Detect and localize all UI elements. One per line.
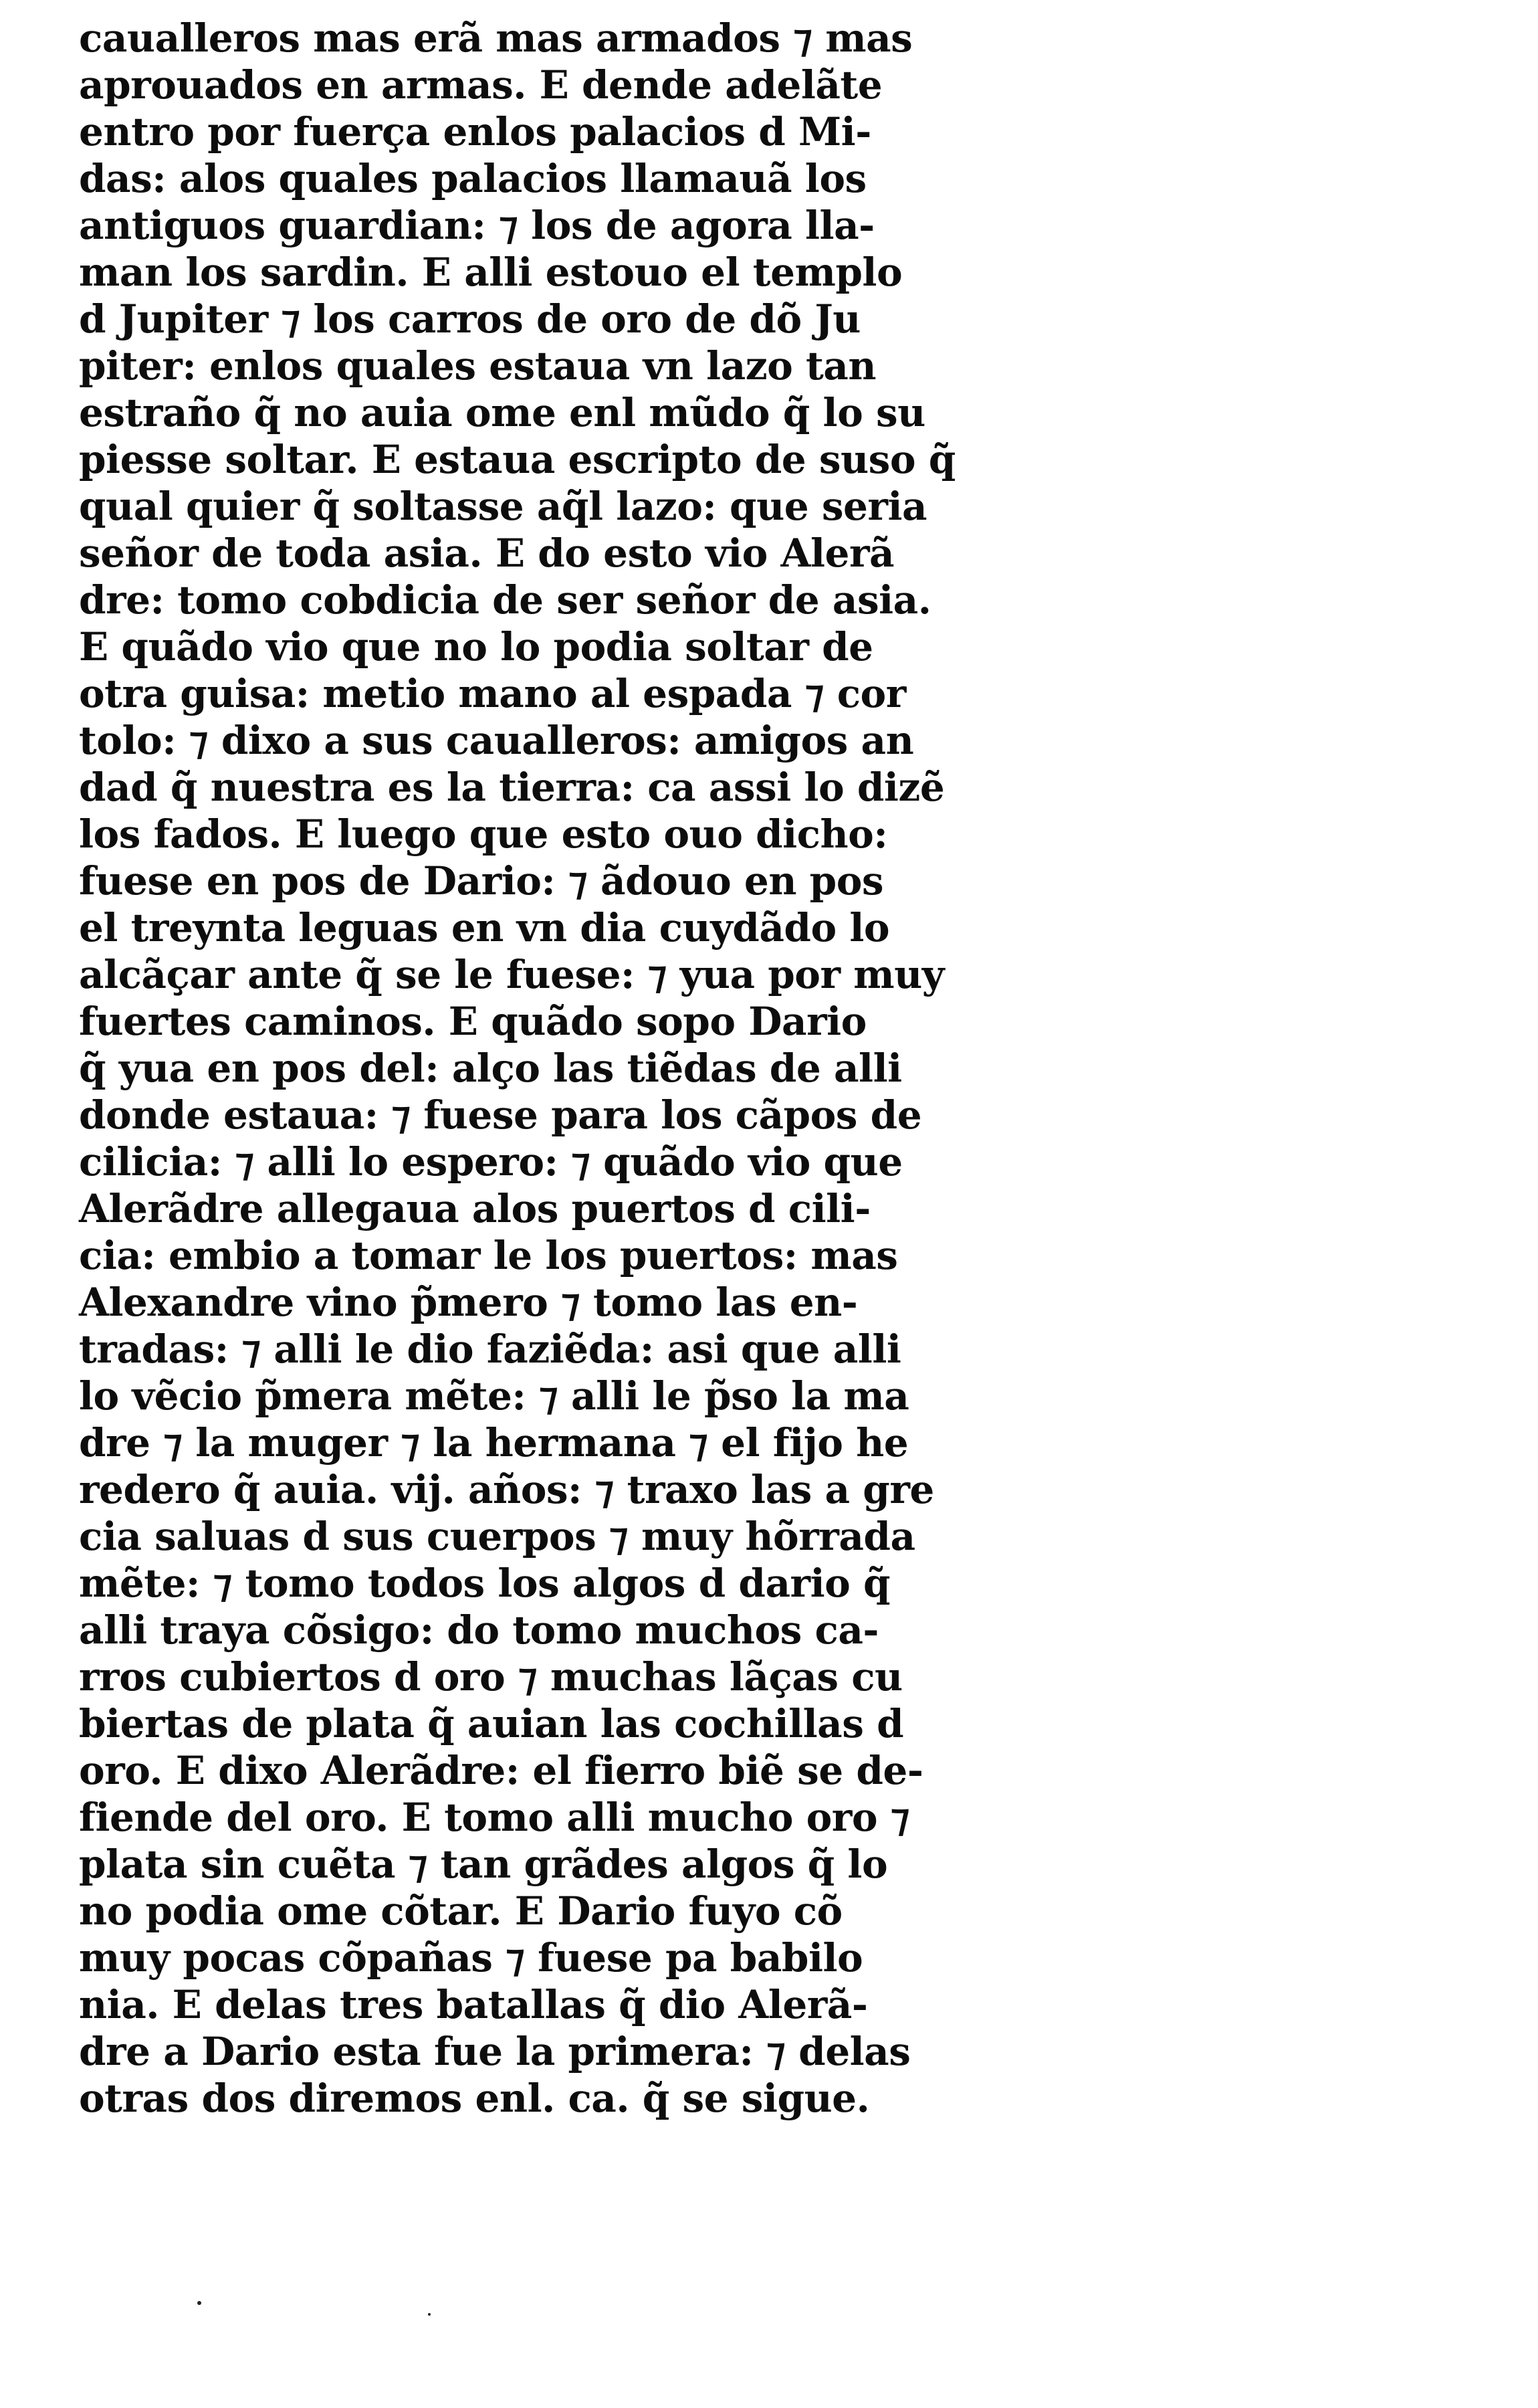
- ink-speck: [197, 2301, 201, 2305]
- text-line: alli traya cõsigo: do tomo muchos ca‐: [79, 1607, 879, 1653]
- text-line: el treynta leguas en vn dia cuydãdo lo: [79, 905, 890, 950]
- text-line: plata sin cuẽta ⁊ tan grãdes algos q̃ lo: [79, 1841, 888, 1887]
- text-line: E quãdo vio que no lo podia soltar de: [79, 624, 873, 670]
- ink-speck: [428, 2313, 431, 2316]
- text-line: dre a Dario esta fue la primera: ⁊ delas: [79, 2029, 911, 2074]
- text-line: qual quier q̃ soltasse aq̃l lazo: que seria: [79, 484, 927, 529]
- text-line: Alerãdre allegaua alos puertos d cili‐: [79, 1186, 871, 1231]
- text-line: cilicia: ⁊ alli lo espero: ⁊ quãdo vio que: [79, 1139, 903, 1185]
- text-line: oro. E dixo Alerãdre: el fierro biẽ se de‐: [79, 1748, 923, 1793]
- text-line: piter: enlos quales estaua vn lazo tan: [79, 343, 877, 389]
- text-line: fuertes caminos. E quãdo sopo Dario: [79, 999, 867, 1044]
- text-line: aprouados en armas. E dende adelãte: [79, 62, 883, 108]
- text-line: no podia ome cõtar. E Dario fuyo cõ: [79, 1888, 843, 1934]
- text-line: fiende del oro. E tomo alli mucho oro ⁊: [79, 1795, 910, 1840]
- text-line: piesse soltar. E estaua escripto de suso q̃: [79, 437, 956, 482]
- text-line: estraño q̃ no auia ome enl mũdo q̃ lo su: [79, 390, 925, 435]
- text-line: otras dos diremos enl. ca. q̃ se sigue.: [79, 2076, 870, 2121]
- text-line: entro por fuerça enlos palacios d Mi‐: [79, 109, 871, 155]
- text-line: dre: tomo cobdicia de ser señor de asia.: [79, 577, 931, 623]
- text-column: [79, 15, 956, 2122]
- text-line: tolo: ⁊ dixo a sus caualleros: amigos an: [79, 718, 914, 763]
- text-line: man los sardin. E alli estouo el templo: [79, 249, 903, 295]
- text-line: señor de toda asia. E do esto vio Alerã: [79, 530, 895, 576]
- text-line: donde estaua: ⁊ fuese para los cãpos de: [79, 1092, 922, 1138]
- text-line: alcãçar ante q̃ se le fuese: ⁊ yua por muy: [79, 952, 944, 997]
- text-line: los fados. E luego que esto ouo dicho:: [79, 811, 888, 857]
- text-line: das: alos quales palacios llamauã los: [79, 156, 867, 201]
- text-line: cia: embio a tomar le los puertos: mas: [79, 1233, 898, 1278]
- text-line: dre ⁊ la muger ⁊ la hermana ⁊ el fijo he: [79, 1420, 909, 1466]
- text-line: rros cubiertos d oro ⁊ muchas lãças cu: [79, 1654, 903, 1700]
- text-line: antiguos guardian: ⁊ los de agora lla‐: [79, 203, 875, 248]
- text-line: dad q̃ nuestra es la tierra: ca assi lo dizẽ: [79, 765, 945, 810]
- text-line: redero q̃ auia. vij. años: ⁊ traxo las a gre: [79, 1467, 934, 1512]
- text-line: Alexandre vino p̃mero ⁊ tomo las en‐: [79, 1280, 858, 1325]
- text-line: fuese en pos de Dario: ⁊ ãdouo en pos: [79, 858, 884, 904]
- text-line: muy pocas cõpañas ⁊ fuese pa babilo: [79, 1935, 863, 1981]
- text-line: otra guisa: metio mano al espada ⁊ cor: [79, 671, 906, 716]
- text-line: lo vẽcio p̃mera mẽte: ⁊ alli le p̃so la ma: [79, 1373, 909, 1419]
- text-line: mẽte: ⁊ tomo todos los algos d dario q̃: [79, 1561, 891, 1606]
- text-line: q̃ yua en pos del: alço las tiẽdas de alli: [79, 1045, 902, 1091]
- text-line: d Jupiter ⁊ los carros de oro de dõ Ju: [79, 296, 861, 342]
- text-line: caualleros mas erã mas armados ⁊ mas: [79, 15, 913, 61]
- text-line: nia. E delas tres batallas q̃ dio Alerã‐: [79, 1982, 868, 2027]
- text-line: cia saluas d sus cuerpos ⁊ muy hõrrada: [79, 1514, 915, 1559]
- text-line: biertas de plata q̃ auian las cochillas d: [79, 1701, 904, 1746]
- text-line: tradas: ⁊ alli le dio faziẽda: asi que alli: [79, 1326, 901, 1372]
